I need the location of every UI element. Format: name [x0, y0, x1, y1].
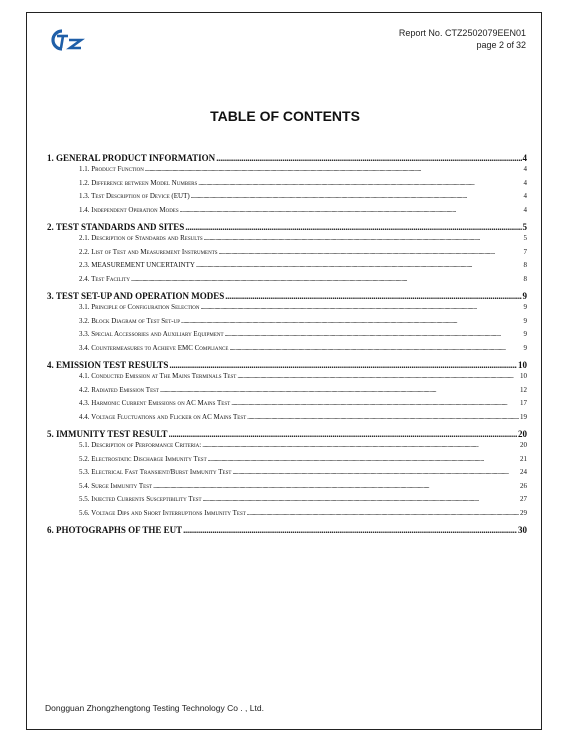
- toc-item-title: 1.3. Test Description of Device (EUT): [79, 192, 190, 200]
- toc-section-title: 2. TEST STANDARDS AND SITES: [47, 222, 185, 232]
- toc-leader-dots: [225, 330, 523, 338]
- toc-item-page: 5: [523, 234, 527, 242]
- toc-item[interactable]: [47, 482, 527, 496]
- toc-item-page: 9: [523, 330, 527, 338]
- toc-leader-dots: [231, 399, 519, 407]
- toc-item-title: 5.1. Description of Performance Criteria:: [79, 441, 202, 449]
- toc-leader-dots: [204, 234, 523, 242]
- toc-item-title: 5.2. Electrostatic Discharge Immunity Test: [79, 454, 207, 463]
- toc-item[interactable]: [47, 303, 527, 317]
- toc-section-page: 20: [518, 429, 527, 439]
- toc-item[interactable]: [47, 495, 527, 509]
- toc-leader-dots: [201, 303, 523, 311]
- toc-leader-dots: [247, 509, 519, 517]
- toc-item[interactable]: [47, 413, 527, 427]
- toc-item[interactable]: [47, 165, 527, 179]
- page-label: page 2 of: [476, 40, 514, 50]
- toc-section-title: 6. PHOTOGRAPHS OF THE EUT: [47, 525, 183, 535]
- toc-item-title: 2.3. MEASUREMENT UNCERTAINTY: [79, 261, 195, 269]
- toc-item-page: 4: [523, 192, 527, 200]
- toc-item-page: 8: [523, 274, 527, 283]
- toc-item-title: 2.4. Test Facility: [79, 274, 130, 283]
- toc-section-title: 3. TEST SET-UP AND OPERATION MODES: [47, 291, 225, 301]
- toc-section-page: 4: [522, 153, 527, 163]
- toc-item-title: 3.2. Block Diagram of Test Set-up: [79, 316, 181, 325]
- toc-item[interactable]: [47, 317, 527, 331]
- toc-leader-dots: [247, 413, 519, 421]
- toc-leader-dots: [185, 222, 521, 232]
- toc-item[interactable]: [47, 455, 527, 469]
- toc-section-page: 5: [522, 222, 527, 232]
- toc-item[interactable]: [47, 399, 527, 413]
- toc-leader-dots: [203, 495, 519, 503]
- toc-title: TABLE OF CONTENTS: [210, 108, 360, 124]
- toc-leader-dots: [145, 165, 523, 173]
- toc-item[interactable]: [47, 248, 527, 262]
- report-info: [399, 27, 526, 51]
- toc-item-page: 27: [520, 495, 527, 503]
- toc-section-page: 30: [518, 525, 527, 535]
- toc-section[interactable]: [47, 429, 527, 441]
- toc-section-page: 9: [522, 291, 527, 301]
- page-total: 32: [515, 40, 526, 50]
- toc-item-page: 9: [523, 343, 527, 352]
- toc-item-title: 1.2. Difference between Model Numbers: [79, 178, 198, 187]
- toc-item-title: 5.6. Voltage Dips and Short Interruptions Immunity Test: [79, 508, 246, 517]
- toc-section[interactable]: [47, 525, 527, 537]
- company-logo: [48, 28, 86, 52]
- toc-item-page: 19: [520, 412, 527, 421]
- toc-section-title: 1. GENERAL PRODUCT INFORMATION: [47, 153, 216, 163]
- toc-leader-dots: [219, 248, 523, 256]
- report-number: Report No. CTZ2502079EEN01: [398, 28, 526, 38]
- toc-leader-dots: [160, 386, 519, 394]
- toc-item-page: 29: [520, 508, 527, 517]
- toc-item-title: 4.3. Harmonic Current Emissions on AC Mains Test: [79, 399, 231, 407]
- toc-item-page: 20: [520, 441, 527, 449]
- toc-item[interactable]: [47, 344, 527, 358]
- toc-item-page: 17: [520, 399, 527, 407]
- toc-item-title: 5.3. Electrical Fast Transient/Burst Immunity Test: [79, 468, 232, 476]
- toc-item[interactable]: [47, 192, 527, 206]
- toc-item-title: 5.5. Injected Currents Susceptibility Test: [79, 495, 202, 503]
- toc-item-page: 4: [523, 165, 527, 173]
- toc-leader-dots: [225, 291, 521, 301]
- toc-item-title: 4.4. Voltage Fluctuations and Flicker on AC Mains Test: [79, 412, 247, 421]
- toc-item[interactable]: [47, 468, 527, 482]
- toc-leader-dots: [181, 317, 522, 325]
- toc-item-title: 4.1. Conducted Emission at The Mains Terminals Test: [79, 372, 237, 380]
- toc-item-page: 4: [523, 178, 527, 187]
- toc-leader-dots: [232, 468, 519, 476]
- toc-item-title: 3.4. Countermeasures to Achieve EMC Compliance: [79, 343, 229, 352]
- toc-item-title: 3.3. Special Accessories and Auxiliary Equipment: [79, 330, 224, 338]
- toc-item-page: 24: [520, 468, 527, 476]
- toc-leader-dots: [208, 455, 519, 463]
- toc-item[interactable]: [47, 179, 527, 193]
- toc-leader-dots: [131, 275, 523, 283]
- toc-item-title: 3.1. Principle of Configuration Selection: [79, 303, 200, 311]
- toc-item-page: 12: [520, 385, 527, 394]
- toc-item-page: 4: [523, 205, 527, 214]
- toc-item-page: 9: [523, 316, 527, 325]
- toc-item[interactable]: [47, 441, 527, 455]
- toc-item[interactable]: [47, 275, 527, 289]
- toc-leader-dots: [169, 360, 517, 370]
- toc-leader-dots: [196, 261, 523, 269]
- toc-section[interactable]: [47, 153, 527, 165]
- page-indicator: [399, 39, 526, 51]
- toc-item[interactable]: [47, 509, 527, 523]
- toc-leader-dots: [191, 192, 523, 200]
- toc-item-page: 10: [520, 372, 527, 380]
- toc-section-title: 5. IMMUNITY TEST RESULT: [47, 429, 168, 439]
- toc-item-title: 2.2. List of Test and Measurement Instruments: [79, 247, 218, 256]
- toc-item-title: 1.1. Product Function: [79, 165, 144, 173]
- toc-leader-dots: [153, 482, 519, 490]
- toc-item-title: 1.4. Independent Operation Modes: [79, 205, 179, 214]
- toc-item-page: 8: [523, 261, 527, 269]
- toc-item-page: 21: [520, 454, 527, 463]
- footer-company: Dongguan Zhongzhengtong Testing Technology Co . , Ltd.: [45, 703, 264, 713]
- toc-section-title: 4. EMISSION TEST RESULTS: [47, 360, 169, 370]
- toc-item-title: 2.1. Description of Standards and Results: [79, 234, 203, 242]
- toc-item-page: 26: [520, 481, 527, 490]
- toc-item[interactable]: [47, 386, 527, 400]
- toc-item-title: 5.4. Surge Immunity Test: [79, 481, 153, 490]
- toc-item[interactable]: [47, 330, 527, 344]
- toc-item[interactable]: [47, 206, 527, 220]
- toc-section[interactable]: [47, 222, 527, 234]
- toc-leader-dots: [169, 429, 517, 439]
- toc-item[interactable]: [47, 372, 527, 386]
- toc-item-page: 9: [523, 303, 527, 311]
- toc-leader-dots: [183, 525, 517, 535]
- toc-leader-dots: [229, 344, 522, 352]
- toc-leader-dots: [180, 206, 523, 214]
- toc-leader-dots: [216, 153, 521, 163]
- table-of-contents: [47, 150, 527, 537]
- toc-item-title: 4.2. Radiated Emission Test: [79, 385, 159, 394]
- toc-item-page: 7: [523, 247, 527, 256]
- toc-section[interactable]: [47, 291, 527, 303]
- toc-item[interactable]: [47, 261, 527, 275]
- toc-item[interactable]: [47, 234, 527, 248]
- toc-section[interactable]: [47, 360, 527, 372]
- toc-leader-dots: [202, 441, 519, 449]
- toc-leader-dots: [198, 179, 522, 187]
- toc-section-page: 10: [518, 360, 527, 370]
- toc-leader-dots: [237, 372, 519, 380]
